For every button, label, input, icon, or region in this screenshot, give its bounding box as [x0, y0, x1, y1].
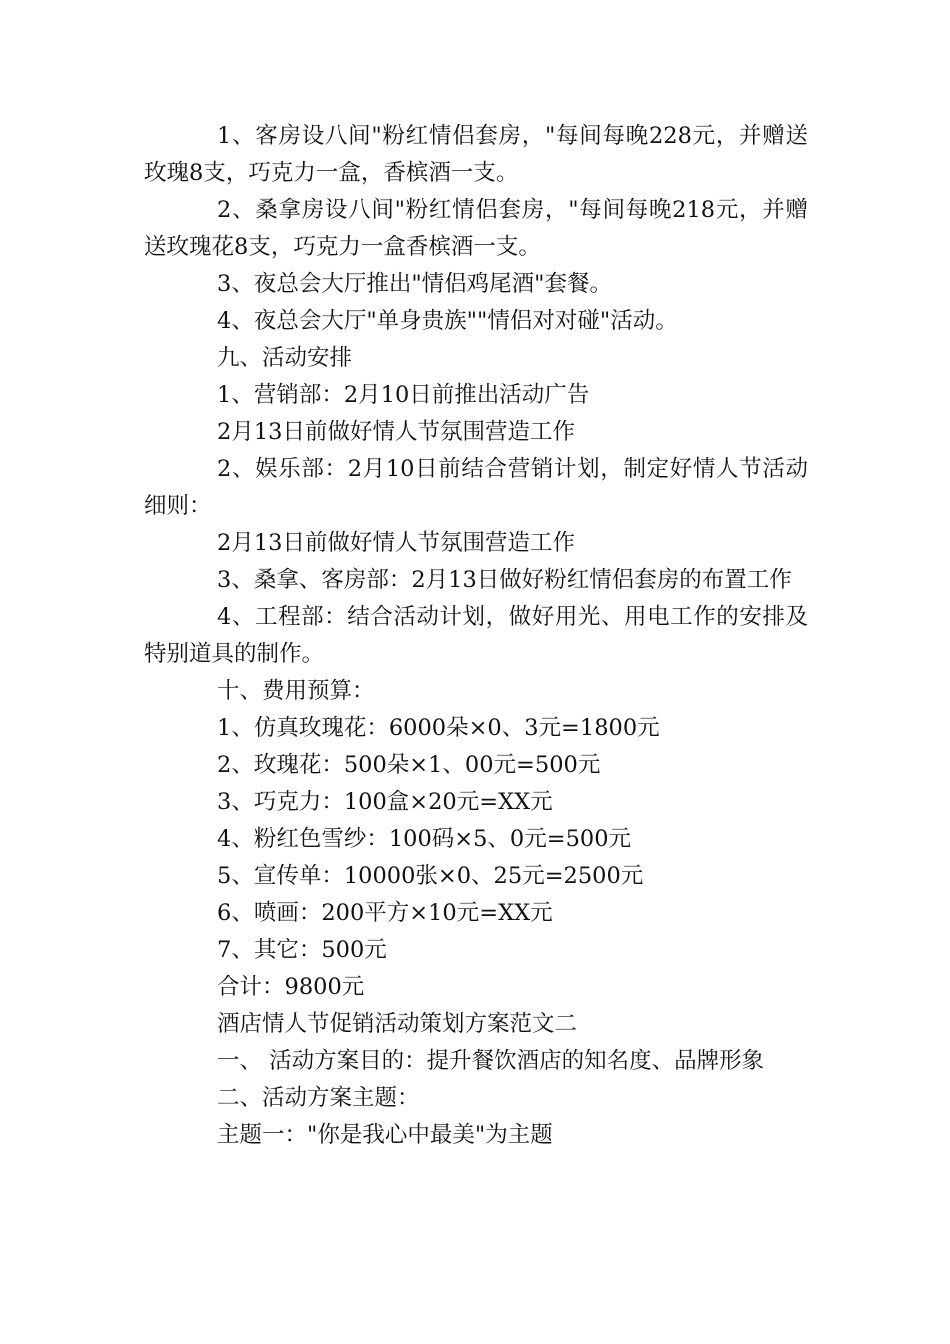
paragraph-atmosphere-work-1: 2月13日前做好情人节氛围营造工作: [217, 419, 575, 445]
paragraph-marketing-dept: 1、营销部：2月10日前推出活动广告: [217, 382, 590, 408]
budget-item-chocolate: 3、巧克力：100盒×20元=XX元: [217, 789, 553, 815]
section-heading-budget: 十、费用预算：: [217, 678, 375, 704]
budget-total: 合计：9800元: [217, 974, 365, 1000]
document-body: [144, 118, 808, 1154]
paragraph-theme-one: 主题一："你是我心中最美"为主题: [217, 1122, 553, 1148]
paragraph-entertainment-dept: 2、娱乐部：2月10日前结合营销计划，制定好情人节活动细则：: [144, 456, 808, 519]
paragraph-activity-purpose: 一、 活动方案目的：提升餐饮酒店的知名度、品牌形象: [217, 1048, 765, 1074]
budget-item-pink-gauze: 4、粉红色雪纱：100码×5、0元=500元: [217, 826, 632, 852]
budget-item-spray-painting: 6、喷画：200平方×10元=XX元: [217, 900, 553, 926]
paragraph-engineering-dept: 4、工程部：结合活动计划，做好用光、用电工作的安排及特别道具的制作。: [144, 604, 808, 667]
paragraph-guest-room-package: 1、客房设八间"粉红情侣套房，"每间每晚228元，并赠送玫瑰8支，巧克力一盒，香槟酒一支。: [144, 123, 808, 186]
budget-item-flyers: 5、宣传单：10000张×0、25元=2500元: [217, 863, 644, 889]
budget-item-other: 7、其它：500元: [217, 937, 387, 963]
paragraph-sauna-guest-dept: 3、桑拿、客房部：2月13日做好粉红情侣套房的布置工作: [217, 567, 792, 593]
paragraph-nightclub-cocktail: 3、夜总会大厅推出"情侣鸡尾酒"套餐。: [217, 271, 613, 297]
paragraph-nightclub-activity: 4、夜总会大厅"单身贵族""情侣对对碰"活动。: [217, 308, 678, 334]
budget-item-roses: 2、玫瑰花：500朵×1、00元=500元: [217, 752, 601, 778]
section-heading-activity-theme: 二、活动方案主题：: [217, 1085, 420, 1111]
section-title-sample-two: 酒店情人节促销活动策划方案范文二: [217, 1011, 578, 1037]
budget-item-artificial-roses: 1、仿真玫瑰花：6000朵×0、3元=1800元: [217, 715, 660, 741]
paragraph-atmosphere-work-2: 2月13日前做好情人节氛围营造工作: [217, 530, 575, 556]
paragraph-sauna-room-package: 2、桑拿房设八间"粉红情侣套房，"每间每晚218元，并赠送玫瑰花8支，巧克力一盒香槟酒一支。: [144, 197, 808, 260]
section-heading-activity-arrangement: 九、活动安排: [217, 345, 353, 371]
